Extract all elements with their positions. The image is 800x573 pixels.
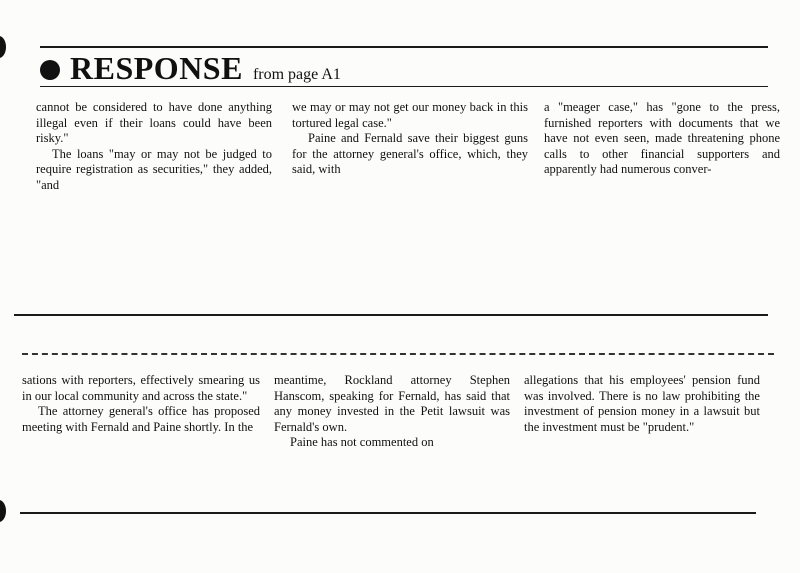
bottom-column-2	[274, 373, 510, 451]
continuation-label: from page A1	[252, 66, 341, 83]
paragraph: allegations that his employees' pension fund was involved. There is no law prohibiting the investment of pension money in a lawsuit but the investment must be "prudent."	[524, 373, 760, 434]
top-column-3	[544, 100, 780, 178]
bottom-rule	[20, 512, 756, 514]
header-rule	[40, 86, 768, 87]
paragraph: Paine has not commented on	[290, 435, 434, 449]
paragraph: sations with reporters, effectively smearing us in our local community and across the state."	[22, 373, 260, 403]
paragraph: The attorney general's office has proposed meeting with Fernald and Paine shortly. In the	[22, 404, 260, 434]
paragraph: meantime, Rockland attorney Stephen Hanscom, speaking for Fernald, has said that any money invested in the Petit lawsuit was Fernald's own.	[274, 373, 510, 434]
paragraph: a "meager case," has "gone to the press, furnished reporters with documents that we have not even seen, made threatening phone calls to other financial supporters and apparently had numerous conver-	[544, 100, 780, 176]
section-title: RESPONSE	[70, 50, 243, 86]
paragraph: Paine and Fernald save their biggest guns for the attorney general's office, which, they said, with	[292, 131, 528, 176]
dashed-rule	[22, 353, 774, 355]
binder-hole-top	[0, 36, 6, 58]
bottom-column-1	[22, 373, 260, 435]
paragraph: cannot be considered to have done anything illegal even if their loans could have been risky."	[36, 100, 272, 145]
binder-hole-bottom	[0, 500, 6, 522]
bullet-icon	[40, 60, 60, 80]
top-column-2	[292, 100, 528, 178]
section-header	[40, 50, 341, 90]
top-column-1	[36, 100, 272, 193]
paragraph: The loans "may or may not be judged to require registration as securities," they added, "and	[36, 146, 272, 192]
middle-rule	[14, 314, 768, 316]
top-rule	[40, 46, 768, 48]
bottom-column-3	[524, 373, 760, 435]
paragraph: we may or may not get our money back in this tortured legal case."	[292, 100, 528, 130]
